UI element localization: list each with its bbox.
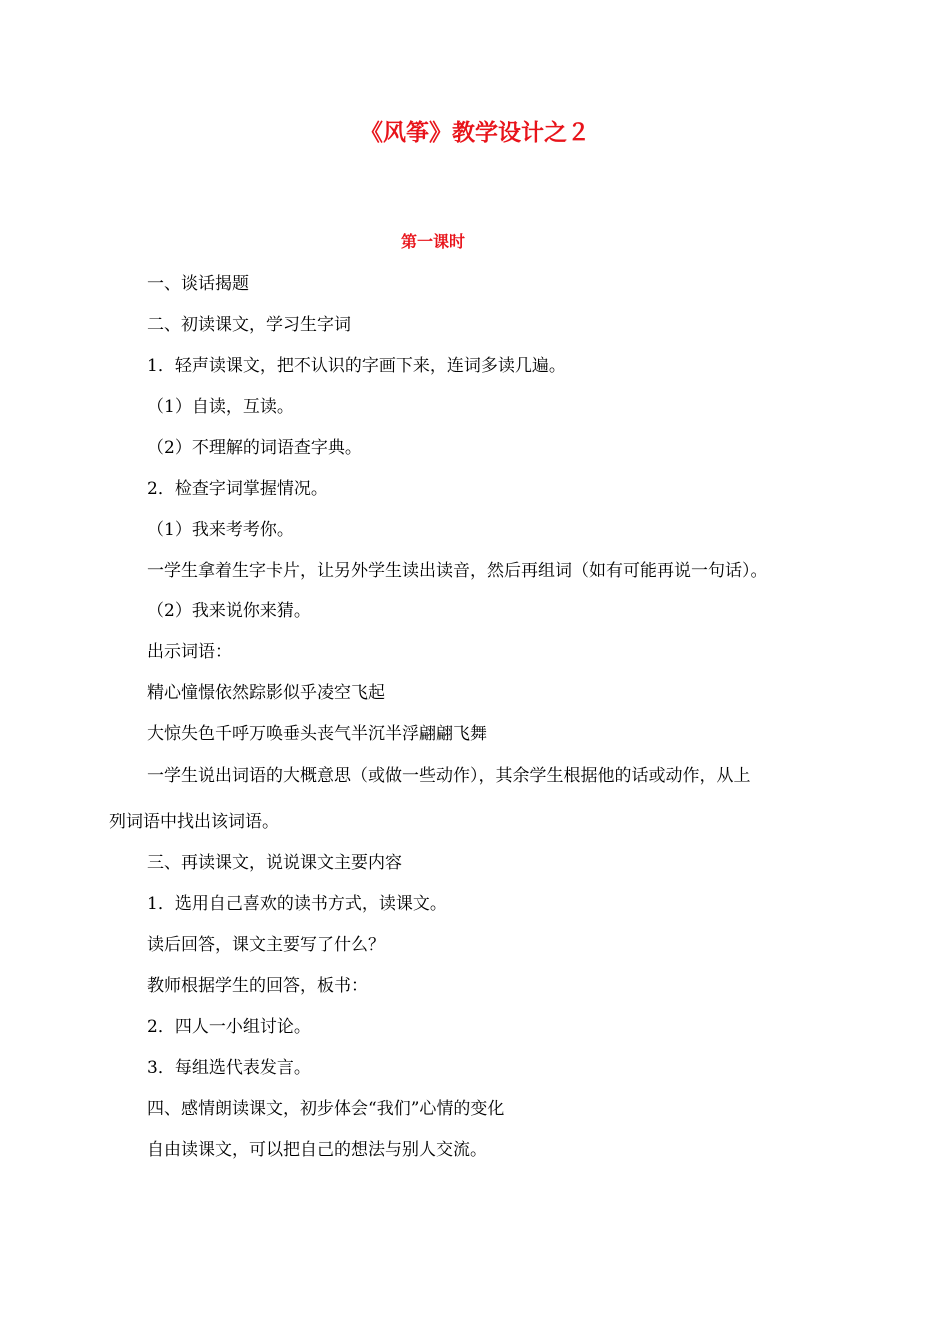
paragraph-line: 列词语中找出该词语。 — [109, 812, 279, 832]
paragraph-line: （1）自读，互读。 — [147, 397, 294, 417]
paragraph-line: 教师根据学生的回答，板书： — [147, 976, 368, 996]
paragraph-line: 1．轻声读课文，把不认识的字画下来，连词多读几遍。 — [147, 356, 566, 376]
paragraph-line: 读后回答，课文主要写了什么？ — [147, 935, 385, 955]
document-title: 《风筝》教学设计之２ — [360, 119, 590, 146]
paragraph-line: 二、初读课文，学习生字词 — [147, 315, 351, 335]
paragraph-line: 2．四人一小组讨论。 — [147, 1017, 311, 1037]
paragraph-line: 一学生说出词语的大概意思（或做一些动作），其余学生根据他的话或动作，从上 — [147, 766, 751, 786]
paragraph-line: 3．每组选代表发言。 — [147, 1058, 311, 1078]
paragraph-line: （1）我来考考你。 — [147, 520, 294, 540]
paragraph-line: （2）我来说你来猜。 — [147, 601, 311, 621]
paragraph-line: 一学生拿着生字卡片，让另外学生读出读音，然后再组词（如有可能再说一句话）。 — [147, 561, 768, 581]
paragraph-line: 1．选用自己喜欢的读书方式，读课文。 — [147, 894, 447, 914]
paragraph-line: 大惊失色千呼万唤垂头丧气半沉半浮翩翩飞舞 — [147, 724, 487, 744]
paragraph-line: 一、谈话揭题 — [147, 274, 249, 294]
paragraph-line: 精心憧憬依然踪影似乎凌空飞起 — [147, 683, 385, 703]
paragraph-line: （2）不理解的词语查字典。 — [147, 438, 362, 458]
paragraph-line: 三、再读课文，说说课文主要内容 — [147, 853, 402, 873]
paragraph-line: 2．检查字词掌握情况。 — [147, 479, 328, 499]
section-title: 第一课时 — [400, 232, 465, 251]
paragraph-line: 自由读课文，可以把自己的想法与别人交流。 — [147, 1140, 487, 1160]
paragraph-line: 出示词语： — [147, 642, 232, 662]
paragraph-line: 四、感情朗读课文，初步体会“我们”心情的变化 — [147, 1099, 505, 1119]
